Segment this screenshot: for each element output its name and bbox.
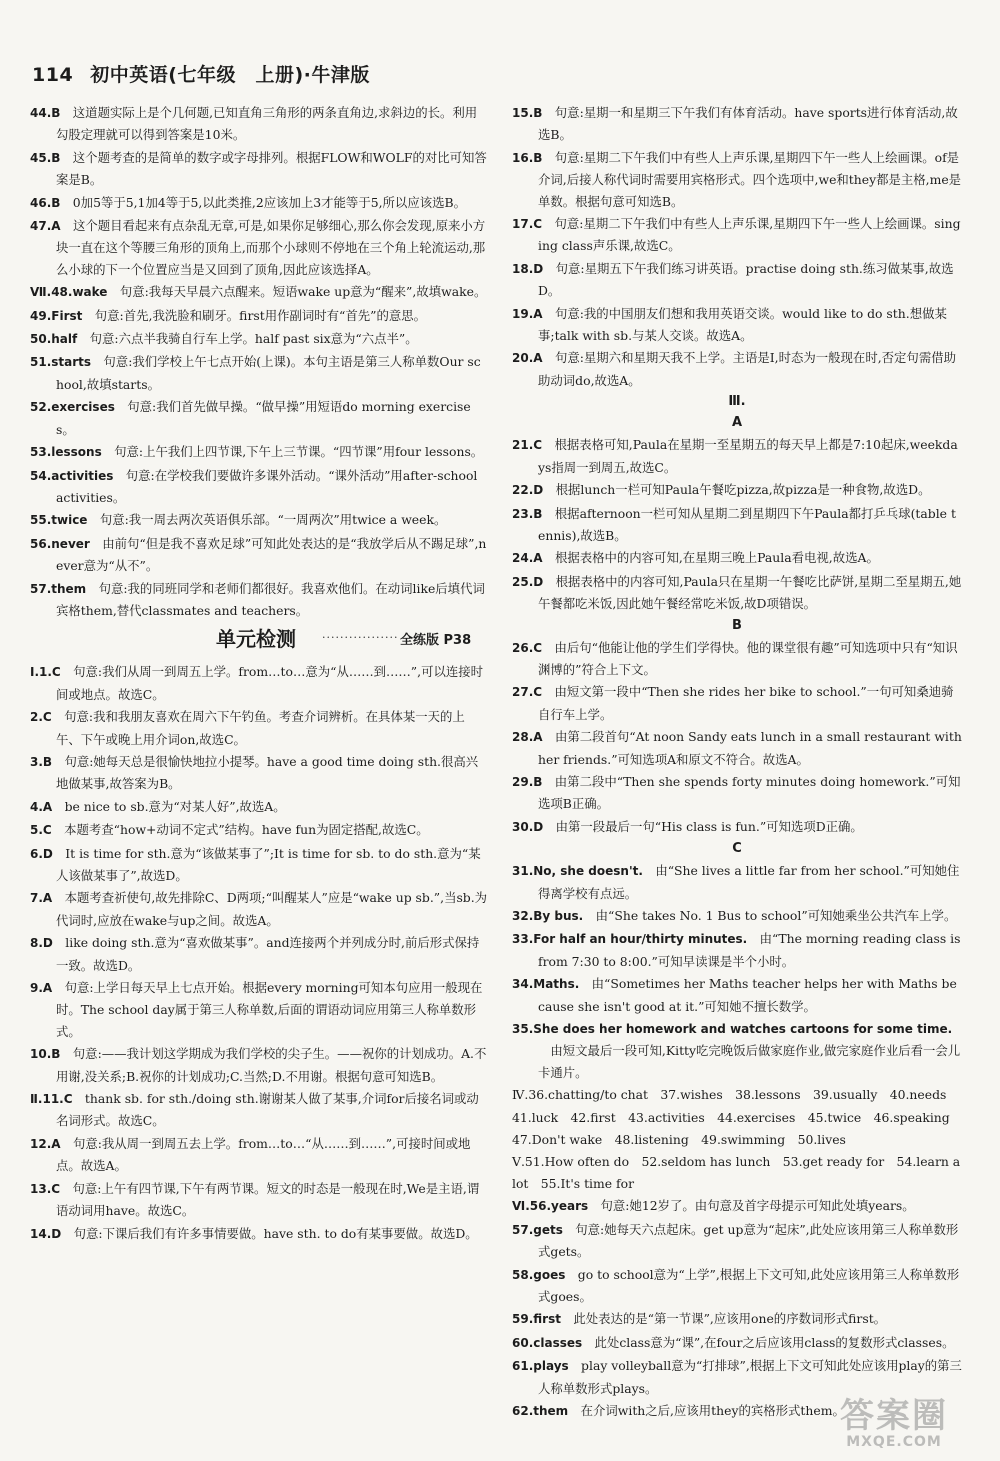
answer-item (512, 303, 962, 347)
answer-explanation: 这个题目看起来有点杂乱无章,可是,如果你足够细心,那么你会发现,原来小方块一直在这个等腰三角形的顶角上,而那个小球则不停地在三个角上轮流运动,那么小球的下一个位置应当是又回到了顶角,因此应该选择A。 (56, 218, 486, 277)
answer-item (30, 1223, 488, 1245)
answer-item (30, 1088, 488, 1132)
answer-item (30, 281, 488, 303)
answer-item (512, 1195, 962, 1217)
answer-item (512, 1308, 962, 1330)
answer-explanation: 由短文第一段中“Then she rides her bike to school.”一句可知桑迪骑自行车上学。 (538, 684, 954, 722)
answer-number: 51.starts (30, 355, 92, 370)
answer-explanation: 由第一段最后一句“His class is fun.”可知选项D正确。 (555, 818, 863, 834)
answer-item (512, 1355, 962, 1399)
answer-number: 24.A (512, 551, 543, 566)
answer-explanation: 句意:下课后我们有许多事情要做。have sth. to do有某事要做。故选D。 (73, 1225, 478, 1241)
answer-explanation: 根据表格中的内容可知,在星期三晚上Paula看电视,故选A。 (554, 550, 879, 566)
answer-number: 29.B (512, 774, 543, 789)
answer-explanation: 句意:——我计划这学期成为我们学校的尖子生。——祝你的计划成功。A.不用谢,没关系;B.祝你的计划成功;C.当然;D.不用谢。根据句意可知选B。 (56, 1046, 487, 1084)
subsection-heading-b: B (732, 617, 742, 633)
answer-number: 28.A (512, 730, 543, 745)
answer-number: 57.gets (512, 1222, 563, 1237)
answer-explanation: 本题考查“how+动词不定式”结构。have fun为固定搭配,故选C。 (64, 822, 429, 838)
answer-explanation: 句意:我和我朋友喜欢在周六下午钓鱼。考查介词辨析。在具体某一天的上午、下午或晚上用介词on,故选C。 (56, 709, 465, 747)
answer-item (512, 681, 962, 725)
answer-number: Ⅰ.1.C (30, 665, 61, 680)
answer-item (30, 351, 488, 395)
answer-item (512, 479, 962, 501)
answer-item (512, 973, 962, 1017)
answer-item (30, 441, 488, 463)
answer-number: 47.A (30, 219, 61, 234)
answer-item (30, 1043, 488, 1087)
answer-item (512, 347, 962, 391)
section-leader-dots: ················· (322, 631, 399, 645)
answer-number: 49.First (30, 308, 83, 323)
answer-item (30, 1133, 488, 1177)
answer-explanation: 句意:上午有四节课,下午有两节课。短文的时态是一般现在时,We是主语,谓语动词用have。故选C。 (56, 1180, 480, 1219)
answer-item (512, 860, 962, 904)
answer-item (512, 147, 962, 212)
answer-item (30, 977, 488, 1042)
answer-item (512, 503, 962, 547)
answer-item (512, 816, 962, 838)
watermark-logo (840, 1398, 948, 1450)
answer-item (512, 102, 962, 146)
answer-explanation: 句意:我的中国朋友们想和我用英语交谈。would like to do sth.想做某事;talk with sb.与某人交谈。故选A。 (538, 305, 947, 344)
page-number: 114 (32, 64, 74, 86)
answer-explanation: 句意:我们首先做早操。“做早操”用短语do morning exercises。 (56, 399, 471, 437)
answer-item (512, 571, 962, 615)
answer-number: 2.C (30, 710, 52, 725)
answer-explanation: 根据afternoon一栏可知从星期二到星期四下午Paula都打乒乓球(table tennis),故选B。 (538, 505, 956, 543)
answer-item (30, 661, 488, 705)
answer-item (30, 215, 488, 280)
answer-explanation: play volleyball意为“打排球”,根据上下文可知此处应该用play的第三人称单数形式plays。 (538, 1358, 962, 1396)
answer-explanation: 由“She takes No. 1 Bus to school”可知她乘坐公共汽车上学。 (595, 908, 957, 923)
answer-explanation: 本题考查祈使句,故先排除C、D两项;“叫醒某人”应是“wake up sb.”,当sb.为代词时,应放在wake与up之间。故选A。 (56, 890, 488, 928)
answer-explanation: 句意:我一周去两次英语俱乐部。“一周两次”用twice a week。 (99, 512, 447, 528)
answer-explanation: 句意:星期六和星期天我不上学。主语是I,时态为一般现在时,否定句需借助助动词do,故选A。 (538, 350, 956, 388)
answer-number: 14.D (30, 1226, 62, 1241)
answer-number: 55.twice (30, 513, 88, 528)
section-heading (30, 623, 488, 653)
answer-number: 17.C (512, 217, 543, 232)
answer-number: 56.never (30, 536, 90, 551)
page-header (32, 60, 370, 87)
answer-number: 50.half (30, 332, 78, 347)
answer-number: 44.B (30, 106, 61, 120)
answer-number: 7.A (30, 891, 53, 906)
answer-number: 33.For half an hour/thirty minutes. (512, 932, 748, 947)
answer-explanation: 此处表达的是“第一节课”,应该用one的序数词形式first。 (573, 1311, 887, 1327)
answer-explanation: 由“Sometimes her Maths teacher helps her with Maths because she isn't good at it.”可知她不擅长数学。 (538, 976, 957, 1014)
answer-item (30, 843, 488, 887)
answer-explanation: 句意:我们学校上午七点开始(上课)。本句主语是第三人称单数Our school,故填starts。 (56, 354, 481, 392)
answer-number: Ⅵ.56.years (512, 1199, 589, 1214)
left-column (30, 102, 488, 1246)
answer-number: 34.Maths. (512, 977, 580, 992)
answer-number: 54.activities (30, 468, 114, 483)
answer-explanation: 由“She lives a little far from her school.”可知她住得离学校有点远。 (538, 863, 960, 901)
answer-number: 13.C (30, 1181, 61, 1196)
answer-explanation: 此处class意为“课”,在four之后应该用class的复数形式classes。 (594, 1334, 955, 1350)
answer-explanation: 这个题考查的是简单的数字或字母排列。根据FLOW和WOLF的对比可知答案是B。 (56, 149, 487, 188)
answer-number: 27.C (512, 685, 543, 700)
answer-explanation: 句意:星期二下午我们中有些人上声乐课,星期四下午一些人上绘画课。of是介词,后接人称代词时需要用宾格形式。四个选项中,we和they都是主格,me是单数。根据句意可知选B。 (538, 149, 962, 209)
answer-item (30, 396, 488, 440)
answer-item (30, 465, 488, 509)
answer-explanation: 句意:上午我们上四节课,下午上三节课。“四节课”用four lessons。 (114, 444, 484, 460)
answer-explanation: 句意:星期二下午我们中有些人上声乐课,星期四下午一些人上绘画课。singing class声乐课,故选C。 (538, 216, 961, 254)
answer-item (30, 796, 488, 818)
answer-explanation: 句意:首先,我洗脸和刷牙。first用作副词时有“首先”的意思。 (94, 307, 427, 323)
answer-number: 15.B (512, 106, 543, 120)
answer-item (512, 1264, 962, 1308)
subsection-heading-roman-iii: Ⅲ. (728, 394, 746, 410)
book-title: 初中英语(七年级 上册)·牛津版 (90, 64, 370, 86)
answer-number: 6.D (30, 846, 53, 861)
answer-explanation: 根据表格可知,Paula在星期一至星期五的每天早上都是7:10起床,weekdays指周一到周五,故选C。 (538, 437, 958, 475)
answer-item (512, 213, 962, 257)
watermark-url: MXQE.COM (846, 1434, 942, 1450)
answer-item (30, 305, 488, 327)
answer-number: 31.No, she doesn't. (512, 864, 643, 879)
answer-explanation: 由第二段中“Then she spends forty minutes doing homework.”可知选项B正确。 (538, 773, 961, 812)
answer-explanation: It is time for sth.意为“该做某事了”;It is time for sb. to do sth.意为“某人该做某事了”,故选D。 (56, 845, 481, 883)
answer-explanation: 根据表格中的内容可知,Paula只在星期一午餐吃比萨饼,星期二至星期五,她午餐都吃米饭,因此她午餐经常吃米饭,故D项错误。 (538, 573, 962, 612)
section-title: 单元检测 (216, 627, 296, 652)
answer-explanation: 句意:在学校我们要做许多课外活动。“课外活动”用after-school activities。 (56, 467, 478, 505)
answer-number: 5.C (30, 823, 52, 838)
subsection-heading-c: C (732, 841, 742, 857)
answer-explanation: 由短文最后一段可知,Kitty吃完晚饭后做家庭作业,做完家庭作业后看一会儿卡通片。 (538, 1043, 961, 1080)
answer-number: 58.goes (512, 1267, 566, 1282)
answer-item (512, 637, 962, 681)
answer-number: 45.B (30, 150, 61, 165)
answer-line: Ⅳ.36.chatting/to chat 37.wishes 38.lessons 39.usually 40.needs (512, 1087, 947, 1103)
answer-number: 57.them (30, 581, 87, 596)
answer-number: 21.C (512, 438, 543, 453)
answer-explanation: 在介词with之后,应该用they的宾格形式them。 (580, 1402, 845, 1418)
answer-item (512, 771, 962, 815)
section-reference: 全练版 P38 (400, 633, 472, 649)
subsection-heading-a: A (731, 415, 743, 431)
answer-number: 20.A (512, 351, 543, 366)
answer-item (30, 509, 488, 531)
answer-number: 22.D (512, 483, 544, 498)
answer-item (512, 928, 962, 972)
answer-number: 8.D (30, 936, 53, 951)
answer-number: 59.first (512, 1312, 561, 1327)
answer-explanation: 由前句“但是我不喜欢足球”可知此处表达的是“我放学后从不踢足球”,never意为“从不”。 (56, 535, 487, 574)
answer-number: 46.B (30, 195, 61, 210)
answer-item (30, 147, 488, 191)
answer-item (30, 578, 488, 622)
answer-item (30, 192, 488, 214)
answer-number: 16.B (512, 150, 543, 165)
answer-number: 52.exercises (30, 400, 115, 415)
answer-number: 30.D (512, 819, 544, 834)
answer-explanation: 由第二段首句“At noon Sandy eats lunch in a small restaurant with her friends.”可知选项A和原文不符合。故选A。 (538, 729, 962, 767)
answer-number: Ⅱ.11.C (30, 1092, 73, 1107)
answer-item (30, 1178, 488, 1222)
answer-explanation: go to school意为“上学”,根据上下文可知,此处应该用第三人称单数形式goes。 (538, 1266, 960, 1304)
answer-item (512, 1219, 962, 1263)
answer-line: 41.luck 42.first 43.activities 44.exercises 45.twice 46.speaking (512, 1109, 950, 1125)
answer-item (512, 258, 962, 302)
answer-item (512, 1018, 962, 1083)
answer-explanation: 句意:六点半我骑自行车上学。half past six意为“六点半”。 (89, 331, 418, 347)
answer-item (30, 932, 488, 976)
answer-explanation: 由“The morning reading class is from 7:30 to 8:00.”可知早读课是半个小时。 (538, 931, 961, 969)
answer-item (512, 434, 962, 478)
answer-item (30, 819, 488, 841)
answer-explanation: 句意:星期一和星期三下午我们有体育活动。have sports进行体育活动,故选B。 (538, 105, 958, 143)
answer-explanation: 句意:星期五下午我们练习讲英语。practise doing sth.练习做某事,故选D。 (538, 260, 954, 299)
answer-item (512, 726, 962, 770)
answer-explanation: 这道题实际上是个几何题,已知直角三角形的两条直角边,求斜边的长。利用勾股定理就可以得到答案是10米。 (56, 105, 478, 143)
answer-number: 23.B (512, 506, 543, 521)
answer-number: 35.She does her homework and watches cartoons for some time. (512, 1022, 953, 1037)
answer-number: 4.A (30, 799, 53, 814)
answer-explanation: 根据lunch一栏可知Paula午餐吃pizza,故pizza是一种食物,故选D。 (555, 482, 931, 498)
answer-explanation: 句意:我的同班同学和老师们都很好。我喜欢他们。在动词like后填代词宾格them,替代classmates and teachers。 (56, 580, 485, 618)
answer-item (512, 1332, 962, 1354)
answer-number: 32.By bus. (512, 909, 584, 923)
answer-line: 47.Don't wake 48.listening 49.swimming 50.lives (512, 1132, 846, 1148)
answer-item (30, 102, 488, 146)
answer-explanation: thank sb. for sth./doing sth.谢谢某人做了某事,介词for后接名词或动名词形式。故选C。 (56, 1091, 479, 1129)
answer-explanation: 句意:她每天六点起床。get up意为“起床”,此处应该用第三人称单数形式gets。 (538, 1221, 959, 1260)
answer-explanation: 句意:我从周一到周五去上学。from…to…“从……到……”,可接时间或地点。故选A。 (56, 1135, 471, 1174)
answer-number: 62.them (512, 1403, 569, 1418)
answer-item (30, 887, 488, 931)
answer-number: 26.C (512, 640, 543, 655)
answer-number: 60.classes (512, 1335, 583, 1350)
answer-explanation: 句意:我每天早晨六点醒来。短语wake up意为“醒来”,故填wake。 (119, 284, 487, 300)
answer-explanation: 由后句“他能让他的学生们学得快。他的课堂很有趣”可知选项中只有“知识渊博的”符合上下文。 (538, 639, 958, 677)
watermark-chinese: 答案圈 (840, 1396, 948, 1436)
answer-item (512, 547, 962, 569)
answer-number: 10.B (30, 1047, 61, 1062)
answer-item (30, 751, 488, 795)
answer-number: 18.D (512, 261, 544, 276)
answer-number: 3.B (30, 754, 53, 769)
answer-explanation: 句意:上学日每天早上七点开始。根据every morning可知本句应用一般现在时。The school day属于第三人称单数,后面的谓语动词应用第三人称单数形式。 (56, 980, 483, 1039)
answer-number: 61.plays (512, 1359, 569, 1374)
answer-number: 9.A (30, 981, 53, 996)
answer-explanation: 句意:我们从周一到周五上学。from…to…意为“从……到……”,可以连接时间或地点。故选C。 (56, 664, 484, 702)
answer-number: 53.lessons (30, 445, 102, 460)
answer-number: Ⅶ.48.wake (30, 285, 108, 300)
answer-explanation: be nice to sb.意为“对某人好”,故选A。 (64, 798, 286, 814)
answer-explanation: like doing sth.意为“喜欢做某事”。and连接两个并列成分时,前后形式保持一致。故选D。 (56, 935, 480, 973)
answer-explanation: 0加5等于5,1加4等于5,以此类推,2应该加上3才能等于5,所以应该选B。 (72, 194, 466, 210)
answer-number: 12.A (30, 1136, 61, 1151)
answer-item (30, 706, 488, 750)
answer-item (30, 328, 488, 350)
answer-item (512, 905, 962, 927)
answer-explanation: 句意:她每天总是很愉快地拉小提琴。have a good time doing sth.很高兴地做某事,故答案为B。 (56, 753, 479, 792)
answer-number: 19.A (512, 306, 543, 321)
answer-explanation: 句意:她12岁了。由句意及首字母提示可知此处填years。 (600, 1198, 915, 1214)
answer-number: 25.D (512, 574, 544, 589)
answer-item (30, 533, 488, 577)
answer-line: Ⅴ.51.How often do 52.seldom has lunch 53.get ready for 54.learn a lot 55.It's time for (512, 1154, 961, 1191)
right-column (512, 102, 962, 1423)
